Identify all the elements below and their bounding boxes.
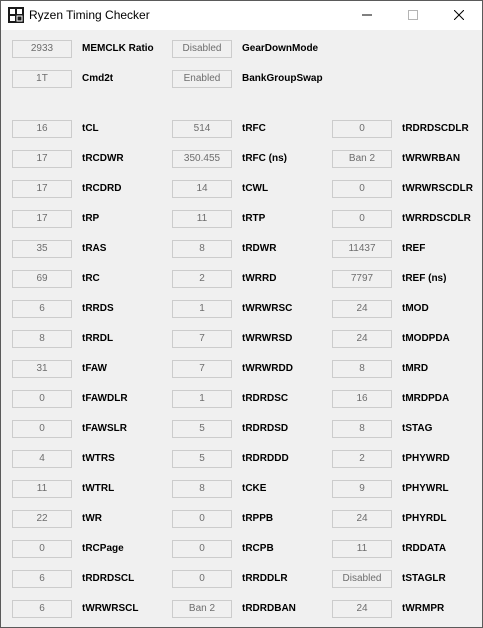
twr-label: tWR [82, 513, 102, 524]
trc-label: tRC [82, 273, 100, 284]
tcke-value: 8 [172, 480, 232, 498]
tphyrdl-value: 24 [332, 510, 392, 528]
twrrdscdlr-value: 0 [332, 210, 392, 228]
trcdwr-label: tRCDWR [82, 153, 124, 164]
tstag-value: 8 [332, 420, 392, 438]
bankgroupswap-label: BankGroupSwap [242, 73, 323, 84]
twrwrsd-value: 7 [172, 330, 232, 348]
trppb-label: tRPPB [242, 513, 274, 524]
cmd2t-value: 1T [12, 70, 72, 88]
trrdl-label: tRRDL [82, 333, 114, 344]
minimize-icon [362, 10, 372, 20]
tfawslr-value: 0 [12, 420, 72, 438]
trddata-label: tRDDATA [402, 543, 447, 554]
tcl-value: 16 [12, 120, 72, 138]
trdrdscdlr-label: tRDRDSCDLR [402, 123, 469, 134]
tcwl-label: tCWL [242, 183, 269, 194]
trcpage-label: tRCPage [82, 543, 124, 554]
twrwrsc-label: tWRWRSC [242, 303, 293, 314]
maximize-button[interactable] [390, 1, 436, 30]
trrds-value: 6 [12, 300, 72, 318]
twrwrscl-value: 6 [12, 600, 72, 618]
trfc-value: 514 [172, 120, 232, 138]
close-button[interactable] [436, 1, 482, 30]
tfawdlr-label: tFAWDLR [82, 393, 128, 404]
tphywrl-label: tPHYWRL [402, 483, 449, 494]
tphywrl-value: 9 [332, 480, 392, 498]
tref-ns-value: 7797 [332, 270, 392, 288]
tref-ns-label: tREF (ns) [402, 273, 447, 284]
tfawdlr-value: 0 [12, 390, 72, 408]
tstaglr-label: tSTAGLR [402, 573, 446, 584]
app-icon [8, 7, 24, 23]
tras-label: tRAS [82, 243, 107, 254]
twtrl-label: tWTRL [82, 483, 115, 494]
trrdl-value: 8 [12, 330, 72, 348]
trfc-label: tRFC [242, 123, 266, 134]
trcpage-value: 0 [12, 540, 72, 558]
tref-value: 11437 [332, 240, 392, 258]
tcwl-value: 14 [172, 180, 232, 198]
trdrdscdlr-value: 0 [332, 120, 392, 138]
cmd2t-label: Cmd2t [82, 73, 114, 84]
tref-label: tREF [402, 243, 426, 254]
tphyrdl-label: tPHYRDL [402, 513, 447, 524]
trdwr-label: tRDWR [242, 243, 277, 254]
tstaglr-value: Disabled [332, 570, 392, 588]
trrds-label: tRRDS [82, 303, 114, 314]
tmodpda-value: 24 [332, 330, 392, 348]
twrrd-label: tWRRD [242, 273, 277, 284]
tmod-value: 24 [332, 300, 392, 318]
twrwrban-label: tWRWRBAN [402, 153, 461, 164]
trdrddd-label: tRDRDDD [242, 453, 289, 464]
trcpb-label: tRCPB [242, 543, 274, 554]
trtp-label: tRTP [242, 213, 266, 224]
twrwrsd-label: tWRWRSD [242, 333, 293, 344]
trdrdscl-label: tRDRDSCL [82, 573, 135, 584]
tfawslr-label: tFAWSLR [82, 423, 127, 434]
twrwrscl-label: tWRWRSCL [82, 603, 139, 614]
tfaw-label: tFAW [82, 363, 107, 374]
trp-label: tRP [82, 213, 100, 224]
close-icon [454, 10, 464, 20]
twr-value: 22 [12, 510, 72, 528]
tcl-label: tCL [82, 123, 99, 134]
trdrdsc-value: 1 [172, 390, 232, 408]
twrmpr-value: 24 [332, 600, 392, 618]
tmodpda-label: tMODPDA [402, 333, 450, 344]
twrwrban-value: Ban 2 [332, 150, 392, 168]
trppb-value: 0 [172, 510, 232, 528]
twrwrdd-value: 7 [172, 360, 232, 378]
trdrddd-value: 5 [172, 450, 232, 468]
trdrdscl-value: 6 [12, 570, 72, 588]
tfaw-value: 31 [12, 360, 72, 378]
tras-value: 35 [12, 240, 72, 258]
trdrdsd-value: 5 [172, 420, 232, 438]
tmrdpda-label: tMRDPDA [402, 393, 450, 404]
tphywrd-value: 2 [332, 450, 392, 468]
twrmpr-label: tWRMPR [402, 603, 445, 614]
geardownmode-label: GearDownMode [242, 43, 319, 54]
tphywrd-label: tPHYWRD [402, 453, 450, 464]
memclk-ratio-value: 2933 [12, 40, 72, 58]
trtp-value: 11 [172, 210, 232, 228]
maximize-icon [408, 10, 418, 20]
bankgroupswap-value: Enabled [172, 70, 232, 88]
trfc-ns-label: tRFC (ns) [242, 153, 287, 164]
twtrl-value: 11 [12, 480, 72, 498]
tcke-label: tCKE [242, 483, 267, 494]
twtrs-value: 4 [12, 450, 72, 468]
trfc-ns-value: 350.455 [172, 150, 232, 168]
twrrd-value: 2 [172, 270, 232, 288]
tstag-label: tSTAG [402, 423, 433, 434]
twrwrdd-label: tWRWRDD [242, 363, 293, 374]
twrwrsc-value: 1 [172, 300, 232, 318]
trdrdban-value: Ban 2 [172, 600, 232, 618]
tmrd-label: tMRD [402, 363, 429, 374]
trdrdsc-label: tRDRDSC [242, 393, 289, 404]
trrddlr-value: 0 [172, 570, 232, 588]
trdrdsd-label: tRDRDSD [242, 423, 289, 434]
tmod-label: tMOD [402, 303, 429, 314]
trdwr-value: 8 [172, 240, 232, 258]
tmrdpda-value: 16 [332, 390, 392, 408]
twrwrscdlr-label: tWRWRSCDLR [402, 183, 473, 194]
minimize-button[interactable] [344, 1, 390, 30]
tmrd-value: 8 [332, 360, 392, 378]
trddata-value: 11 [332, 540, 392, 558]
twtrs-label: tWTRS [82, 453, 115, 464]
trdrdban-label: tRDRDBAN [242, 603, 296, 614]
trc-value: 69 [12, 270, 72, 288]
twrwrscdlr-value: 0 [332, 180, 392, 198]
trcdrd-value: 17 [12, 180, 72, 198]
trrddlr-label: tRRDDLR [242, 573, 288, 584]
title-bar[interactable] [1, 1, 482, 30]
trcdrd-label: tRCDRD [82, 183, 122, 194]
trcpb-value: 0 [172, 540, 232, 558]
window-title: Ryzen Timing Checker [29, 8, 150, 22]
twrrdscdlr-label: tWRRDSCDLR [402, 213, 471, 224]
geardownmode-value: Disabled [172, 40, 232, 58]
trcdwr-value: 17 [12, 150, 72, 168]
trp-value: 17 [12, 210, 72, 228]
timings-panel [1, 30, 482, 627]
memclk-ratio-label: MEMCLK Ratio [82, 43, 154, 54]
